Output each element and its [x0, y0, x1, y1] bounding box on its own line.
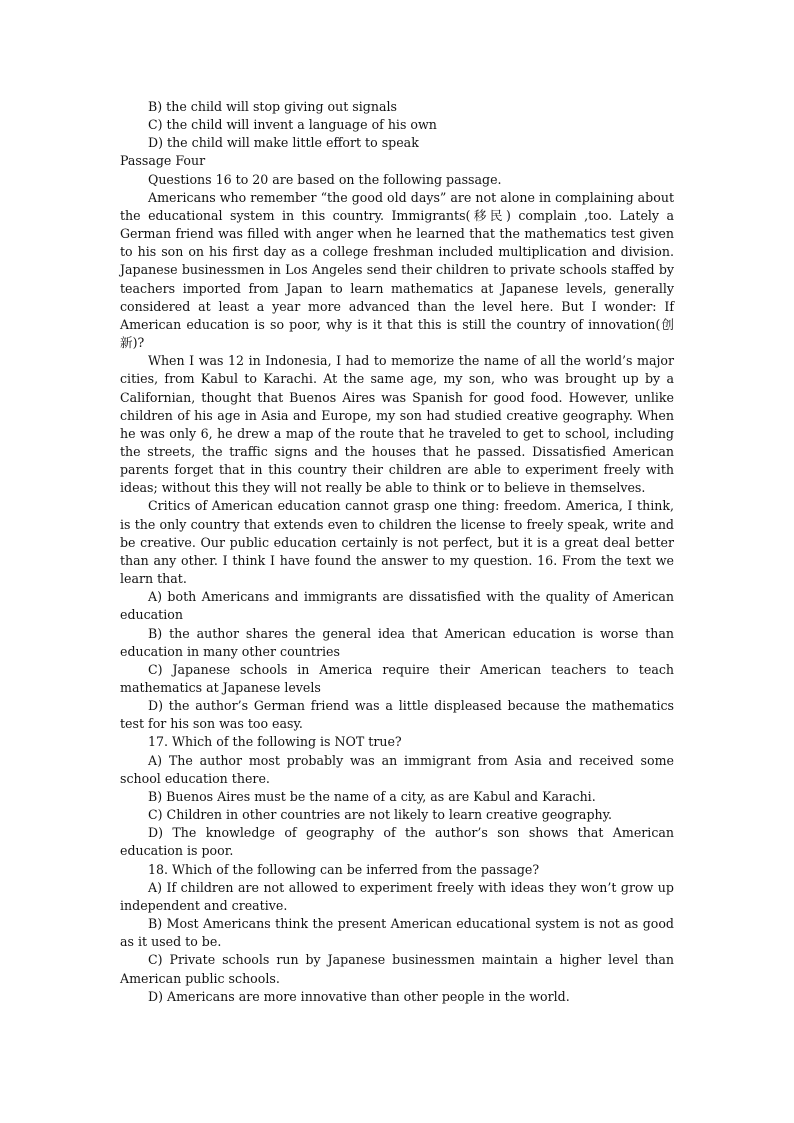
q18-option-d: D) Americans are more innovative than other people in the world. — [148, 988, 570, 1004]
q16-option-c: C) Japanese schools in America require their American teachers to teach mathematics at Japanese levels — [120, 661, 674, 695]
q15-option-c: C) the child will invent a language of his own — [148, 117, 437, 133]
passage-paragraph-2: When I was 12 in Indonesia, I had to memorize the name of all the world’s major cities, from Kabul to Karachi. At the same age, my son, who was brought up by a Californian, thought that Buenos Aires was Spanish for good food. However, unlike children of his age in Asia and Europe, my son had studied creative geography. When he was only 6, he drew a map of the route that he traveled to get to school, including the streets, the traffic signs and the houses that he passed. Dissatisfied American parents forget that in this country their children are able to experiment freely with ideas; without this they will not really be able to think or to believe in themselves. — [120, 353, 674, 496]
document-page — [120, 98, 674, 1006]
q15-option-b: B) the child will stop giving out signals — [148, 99, 397, 114]
passage-title: Passage Four — [120, 153, 206, 169]
q15-option-d: D) the child will make little effort to speak — [148, 135, 419, 151]
q18-option-a: A) If children are not allowed to experiment freely with ideas they won’t grow up independent and creative. — [120, 879, 674, 913]
q17-option-d: D) The knowledge of geography of the author’s son shows that American education is poor. — [120, 825, 674, 859]
passage-paragraph-3: Critics of American education cannot grasp one thing: freedom. America, I think, is the only country that extends even to children the license to freely speak, write and be creative. Our public education certainly is not perfect, but it is a great deal better than any other. I think I have found the answer to my question. 16. From the text we learn that. — [120, 498, 674, 587]
passage-intro: Questions 16 to 20 are based on the following passage. — [148, 171, 502, 187]
q18-stem: 18. Which of the following can be inferred from the passage? — [148, 861, 540, 877]
q17-option-c: C) Children in other countries are not likely to learn creative geography. — [148, 807, 613, 823]
q17-option-a: A) The author most probably was an immigrant from Asia and received some school education there. — [120, 752, 674, 786]
q17-option-b: B) Buenos Aires must be the name of a city, as are Kabul and Karachi. — [148, 788, 596, 804]
q18-option-b: B) Most Americans think the present American educational system is not as good as it used to be. — [120, 916, 674, 950]
q18-option-c: C) Private schools run by Japanese businessmen maintain a higher level than American public schools. — [120, 952, 674, 986]
passage-paragraph-1: Americans who remember “the good old days” are not alone in complaining about the educational system in this country. Immigrants(移民) complain ,too. Lately a German friend was filled with anger when he learned that the mathematics test given to his son on his first day as a college freshman included multiplication and division. Japanese businessmen in Los Angeles send their children to private schools staffed by teachers imported from Japan to learn mathematics at Japanese levels, generally considered at least a year more advanced than the level here. But I wonder: If American education is so poor, why is it that this is still the country of innovation(创新)? — [120, 189, 674, 351]
q16-option-a: A) both Americans and immigrants are dissatisfied with the quality of American education — [120, 589, 674, 623]
q16-option-d: D) the author’s German friend was a little displeased because the mathematics test for his son was too easy. — [120, 698, 674, 732]
q17-stem: 17. Which of the following is NOT true? — [148, 734, 402, 750]
q16-option-b: B) the author shares the general idea that American education is worse than education in many other countries — [120, 625, 674, 659]
